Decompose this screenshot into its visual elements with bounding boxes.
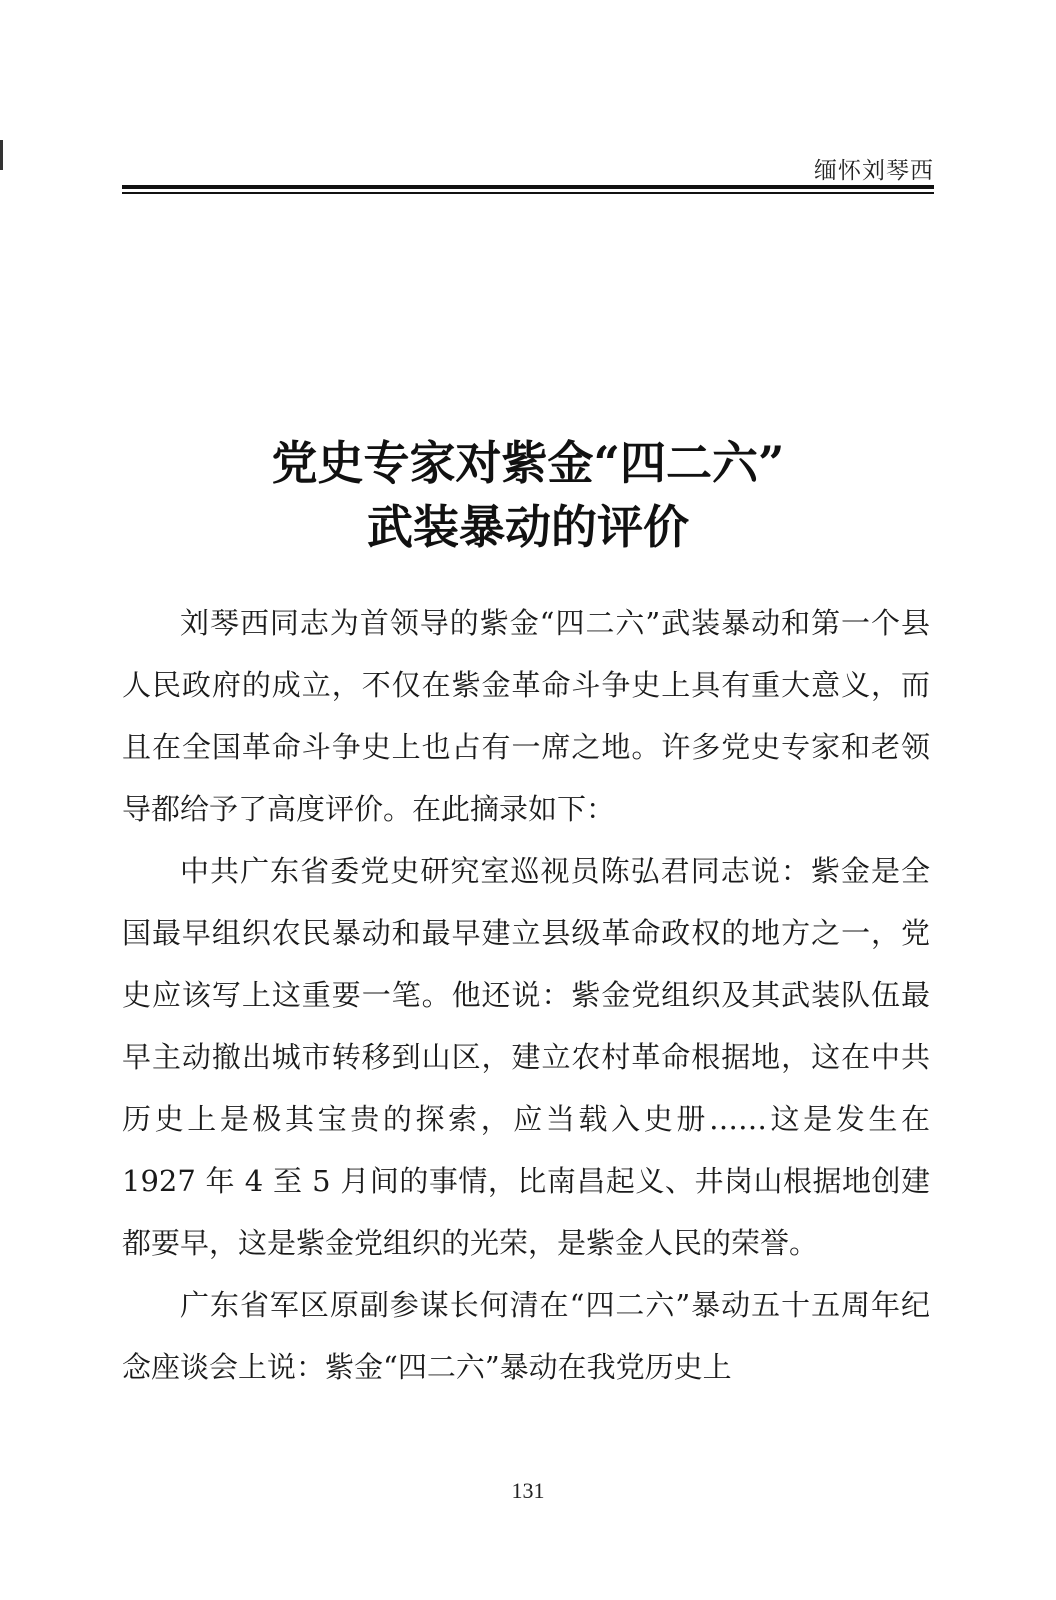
header-rule-thin xyxy=(122,192,934,194)
article-body xyxy=(122,592,930,1398)
paragraph-1: 刘琴西同志为首领导的紫金“四二六”武装暴动和第一个县人民政府的成立，不仅在紫金革命斗争史上具有重大意义，而且在全国革命斗争史上也占有一席之地。许多党史专家和老领导都给予了高度评价。在此摘录如下： xyxy=(122,606,930,826)
page-header xyxy=(122,150,934,198)
running-head: 缅怀刘琴西 xyxy=(814,158,934,184)
title-line-2: 武装暴动的评价 xyxy=(367,499,689,554)
paragraph-3: 广东省军区原副参谋长何清在“四二六”暴动五十五周年纪念座谈会上说：紫金“四二六”暴动在我党历史上 xyxy=(122,1288,930,1384)
title-line-1: 党史专家对紫金“四二六” xyxy=(271,435,785,490)
page-number: 131 xyxy=(511,1478,545,1503)
header-rule-thick xyxy=(122,185,934,189)
article-title xyxy=(122,431,934,559)
page-edge-mark xyxy=(0,140,3,170)
paragraph-2: 中共广东省委党史研究室巡视员陈弘君同志说：紫金是全国最早组织农民暴动和最早建立县级革命政权的地方之一，党史应该写上这重要一笔。他还说：紫金党组织及其武装队伍最早主动撤出城市转移到山区，建立农村革命根据地，这在中共历史上是极其宝贵的探索，应当载入史册……这是发生在 1927 年 4 至 5 月间的事情，比南昌起义、井岗山根据地创建都要早，这是紫金党组织的光荣，是紫金人民的荣誉。 xyxy=(122,854,930,1260)
